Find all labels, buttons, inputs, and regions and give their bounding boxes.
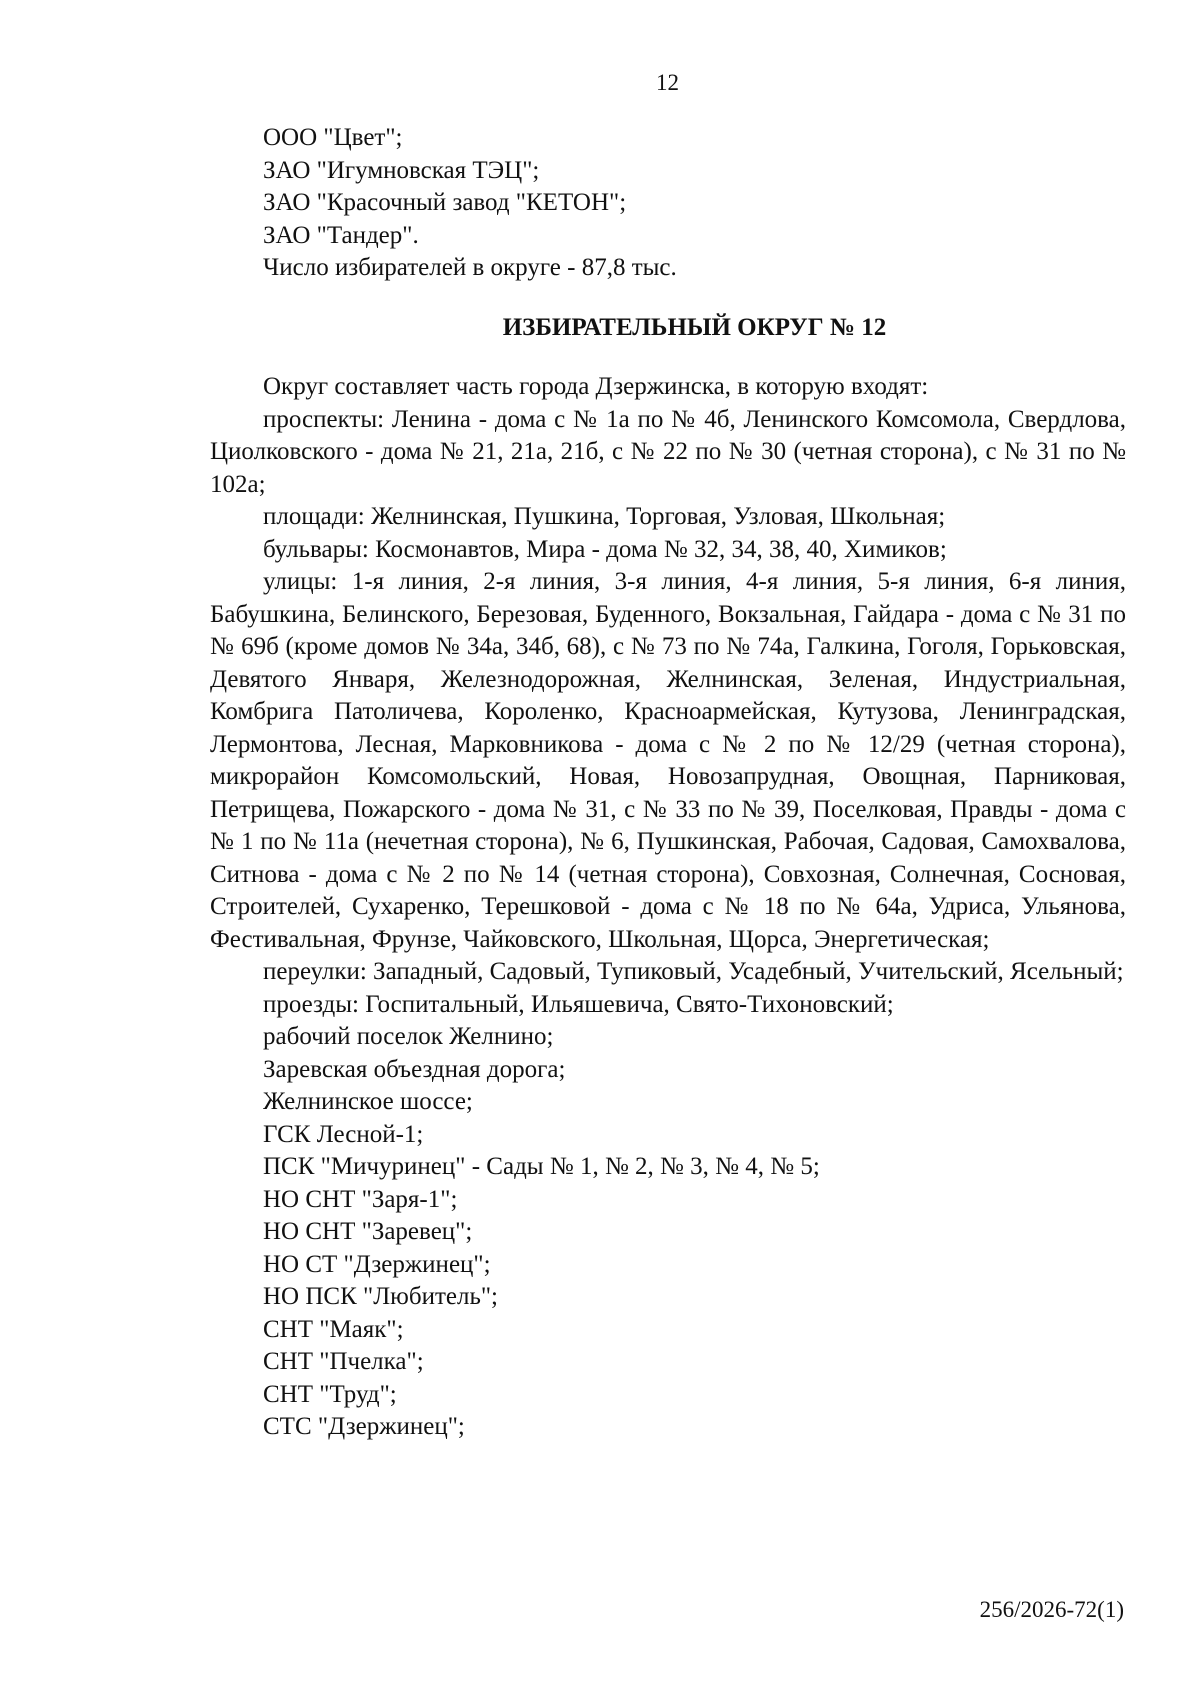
- list-item: СТС "Дзержинец";: [263, 1413, 465, 1440]
- district-heading: ИЗБИРАТЕЛЬНЫЙ ОКРУГ № 12: [502, 313, 887, 341]
- paragraph-squares: площади: Желнинская, Пушкина, Торговая, Узловая, Школьная;: [263, 503, 946, 530]
- document-code: 256/2026-72(1): [979, 1597, 1124, 1622]
- list-item: НО СНТ "Заревец";: [263, 1218, 473, 1245]
- list-item: НО СНТ "Заря-1";: [263, 1185, 458, 1213]
- paragraph-boulevards: бульвары: Космонавтов, Мира - дома № 32, 34, 38, 40, Химиков;: [263, 535, 947, 563]
- list-item: СНТ "Маяк";: [263, 1315, 404, 1343]
- paragraph-lanes: переулки: Западный, Садовый, Тупиковый, Усадебный, Учительский, Ясельный;: [263, 958, 1124, 985]
- list-item: Заревская объездная дорога;: [263, 1055, 566, 1083]
- intro-line: ЗАО "Тандер".: [263, 221, 419, 249]
- paragraph-streets: улицы: 1-я линия, 2-я линия, 3-я линия, 4-я линия, 5-я линия, 6-я линия, Бабушкина, Белинского, Березовая, Буденного, Вокзальная, Гайдара - дома с № 31 по № 69б (кроме домов № 34а, 34б, 68), с № 73 по № 74а, Галкина, Гоголя, Горьковская, Девятого Января, Железнодорожная, Желнинская, Зеленая, Индустриальная, Комбрига Патоличева, Короленко, Красноармейская, Кутузова, Ленинградская, Лермонтова, Лесная, Марковникова - дома с № 2 по № 12/29 (четная сторона), микрорайон Комсомольский, Новая, Новозапрудная, Овощная, Парниковая, Петрищева, Пожарского - дома № 31, с № 33 по № 39, Поселковая, Правды - дома с № 1 по № 11а (нечетная сторона), № 6, Пушкинская, Рабочая, Садовая, Самохвалова, Ситнова - дома с № 2 по № 14 (четная сторона), Совхозная, Солнечная, Сосновая, Строителей, Сухаренко, Терешковой - дома с № 18 по № 64а, Удриса, Ульянова, Фестивальная, Фрунзе, Чайковского, Школьная, Щорса, Энергетическая;: [210, 568, 1126, 953]
- voter-count: Число избирателей в округе - 87,8 тыс.: [263, 254, 677, 281]
- list-item: НО СТ "Дзержинец";: [263, 1250, 491, 1278]
- list-item: ПСК "Мичуринец" - Сады № 1, № 2, № 3, № 4, № 5;: [263, 1153, 820, 1180]
- paragraph-avenues: проспекты: Ленина - дома с № 1а по № 4б, Ленинского Комсомола, Свердлова, Циолковского - дома № 21, 21а, 21б, с № 22 по № 30 (четная сторона), с № 31 по № 102а;: [210, 405, 1126, 498]
- list-item: рабочий поселок Желнино;: [263, 1023, 554, 1050]
- list-item: Желнинское шоссе;: [263, 1088, 473, 1115]
- page-number: 12: [656, 70, 679, 95]
- paragraph-intro: Округ составляет часть города Дзержинска, в которую входят:: [263, 373, 929, 400]
- paragraph-passages: проезды: Госпитальный, Ильяшевича, Свято-Тихоновский;: [263, 990, 894, 1018]
- intro-line: ООО "Цвет";: [263, 124, 403, 151]
- list-item: ГСК Лесной-1;: [263, 1120, 424, 1148]
- document-body: [210, 122, 1126, 1444]
- intro-line: ЗАО "Красочный завод "КЕТОН";: [263, 189, 627, 216]
- intro-line: ЗАО "Игумновская ТЭЦ";: [263, 156, 540, 184]
- list-item: СНТ "Труд";: [263, 1380, 397, 1408]
- list-item: СНТ "Пчелка";: [263, 1348, 424, 1375]
- list-item: НО ПСК "Любитель";: [263, 1283, 498, 1310]
